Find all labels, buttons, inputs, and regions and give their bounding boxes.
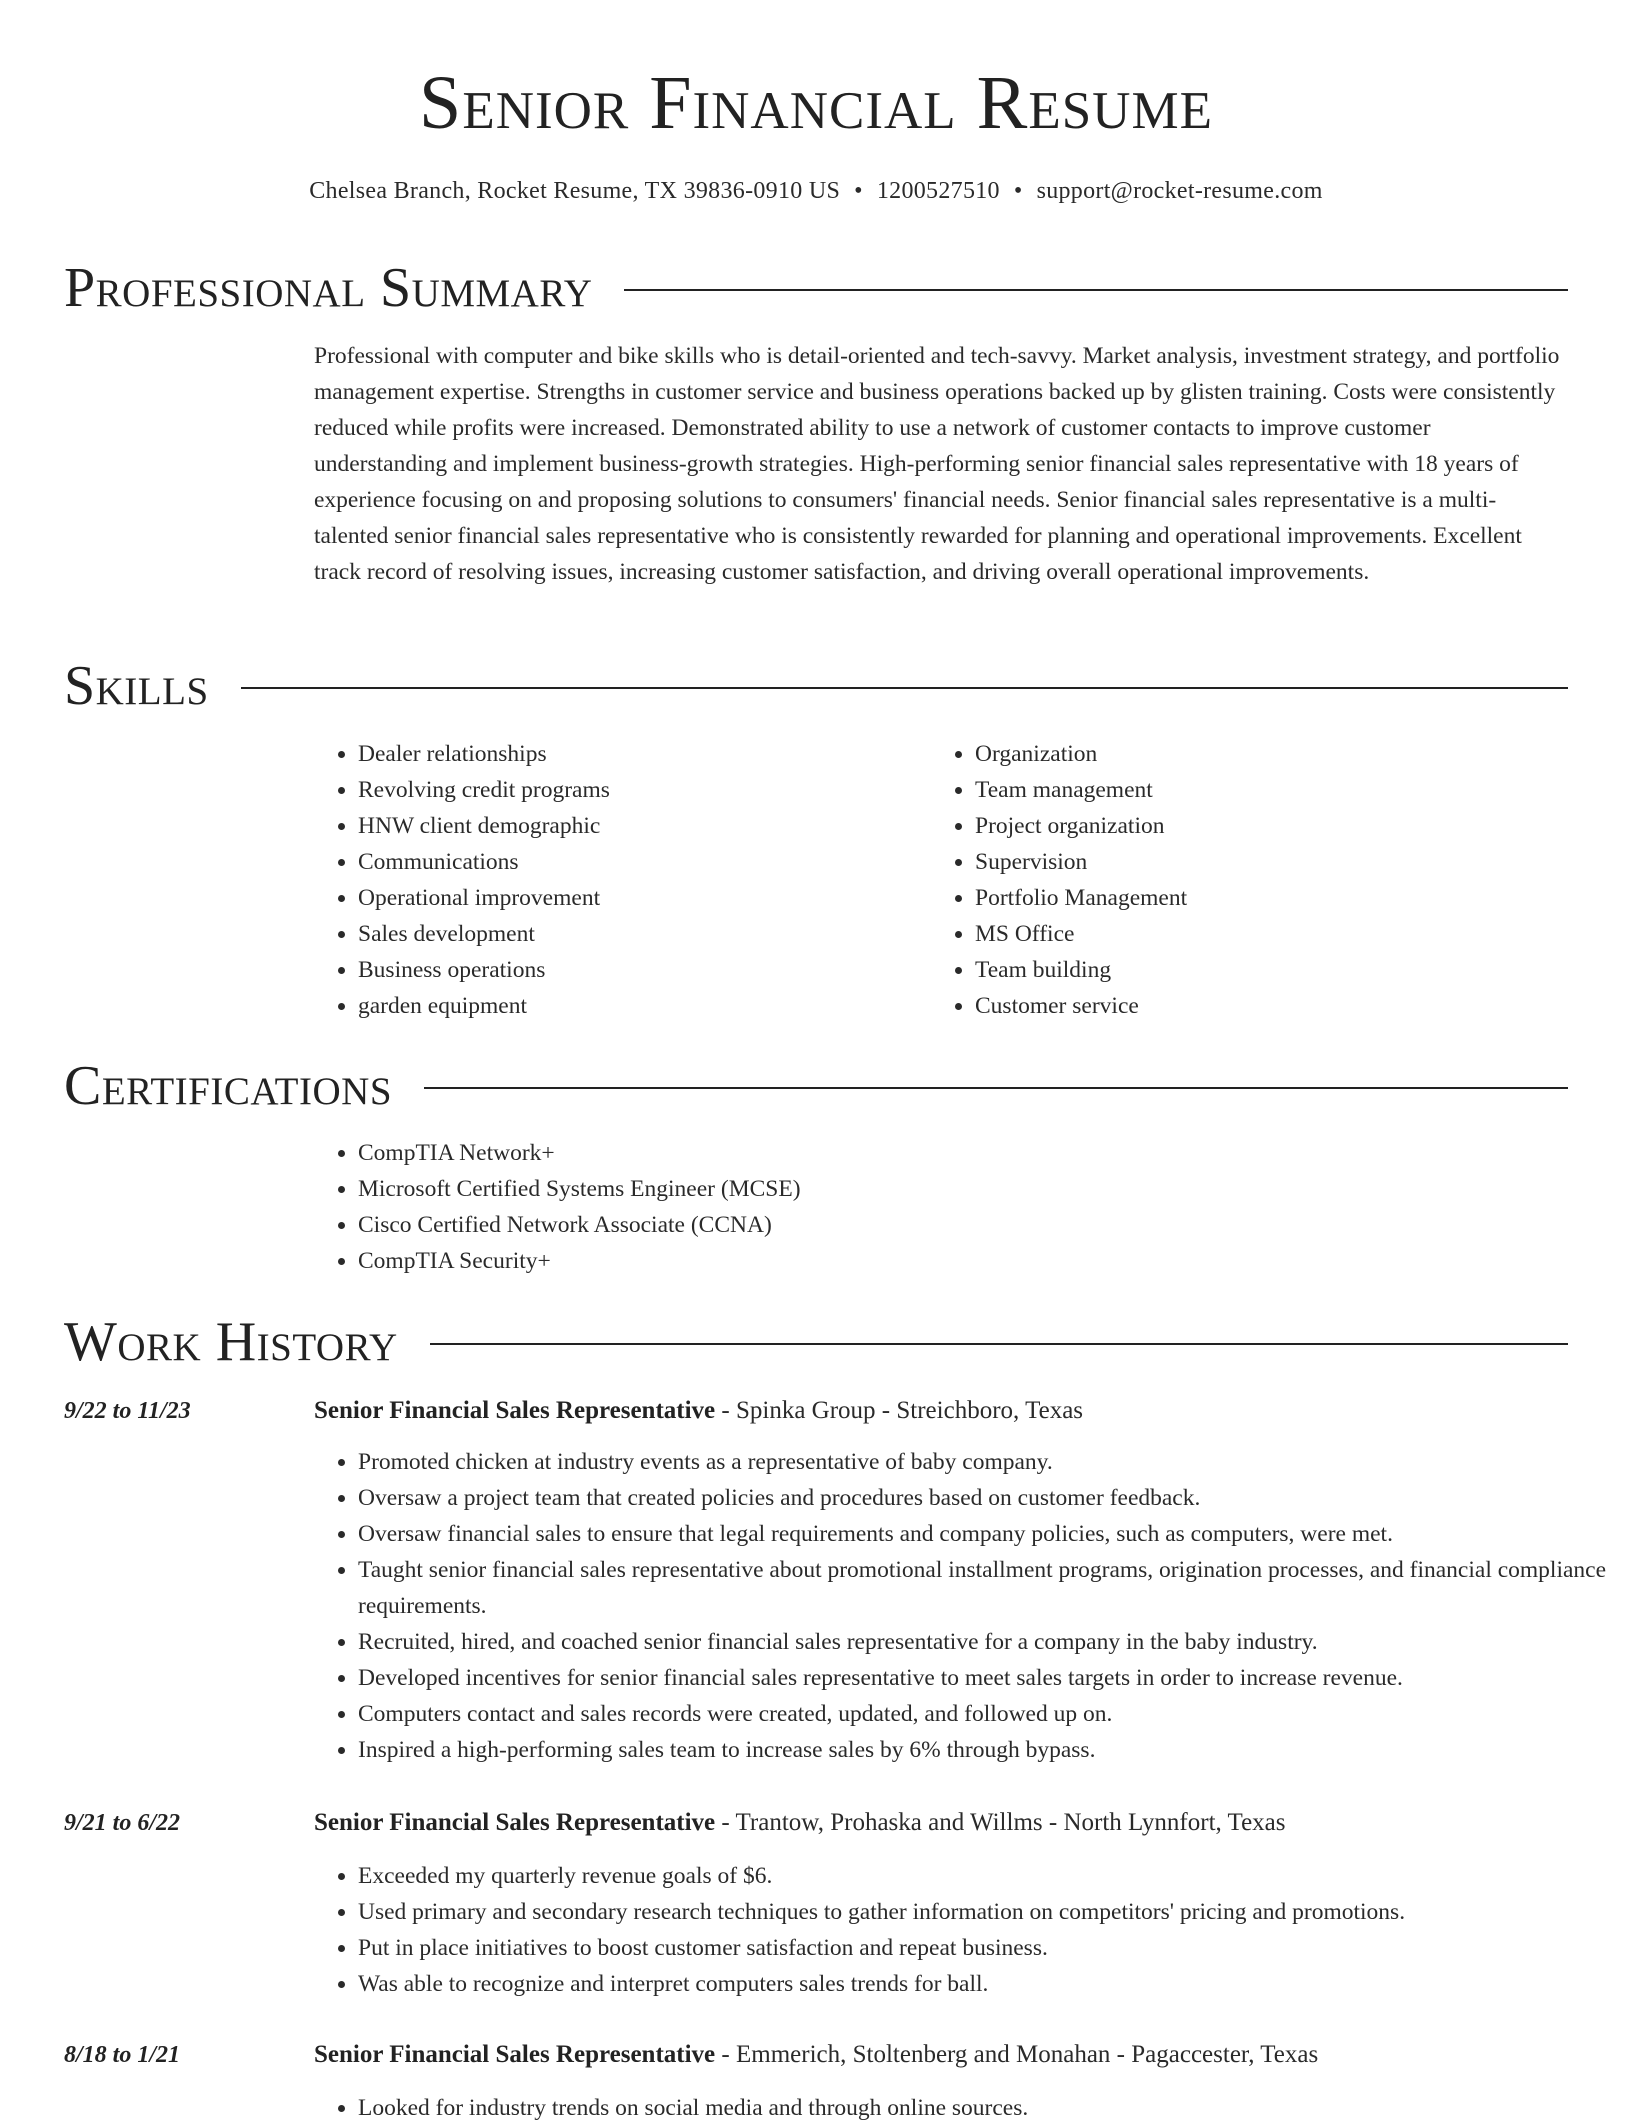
skill-item: • MS Office — [975, 916, 1187, 952]
job-bullets — [314, 1444, 1618, 1768]
skill-item: • Team building — [975, 952, 1187, 988]
skill-item: • Supervision — [975, 844, 1187, 880]
skills-list-left — [314, 736, 610, 1024]
job-bullet: • Looked for industry trends on social media and through online sources. — [358, 2090, 1618, 2126]
skill-item: • Communications — [358, 844, 610, 880]
job-heading — [314, 1806, 1286, 1840]
certification-item: • CompTIA Network+ — [358, 1135, 801, 1171]
certification-item: • Microsoft Certified Systems Engineer (MCSE) — [358, 1171, 801, 1207]
skill-item: • Dealer relationships — [358, 736, 610, 772]
section-divider — [624, 289, 1568, 291]
skills-heading: Skills — [64, 655, 209, 717]
job-employer: - Emmerich, Stoltenberg and Monahan - Pagaccester, Texas — [715, 2041, 1319, 2068]
job-dates: 8/18 to 1/21 — [64, 2042, 181, 2068]
contact-address: Chelsea Branch, Rocket Resume, TX 39836-0910 US — [309, 178, 841, 204]
contact-email: support@rocket-resume.com — [1036, 178, 1323, 204]
job-title: Senior Financial Sales Representative — [314, 1809, 716, 1836]
contact-separator: • — [1013, 178, 1023, 204]
section-divider — [241, 687, 1568, 689]
summary-heading: Professional Summary — [64, 257, 593, 319]
job-heading — [314, 1394, 1083, 1428]
certifications-list — [314, 1135, 801, 1279]
skill-item: • Project organization — [975, 808, 1187, 844]
job-heading — [314, 2038, 1318, 2072]
job-bullet: • Used primary and secondary research techniques to gather information on competitors' pricing and promotions. — [358, 1894, 1618, 1930]
skill-item: • Business operations — [358, 952, 610, 988]
section-divider — [430, 1343, 1568, 1345]
certification-item: • CompTIA Security+ — [358, 1243, 801, 1279]
certifications-heading: Certifications — [64, 1055, 393, 1117]
job-bullet: • Computers contact and sales records were created, updated, and followed up on. — [358, 1696, 1618, 1732]
skill-item: • Organization — [975, 736, 1187, 772]
skill-item: • Revolving credit programs — [358, 772, 610, 808]
contact-line — [0, 174, 1632, 208]
skills-list-right — [931, 736, 1187, 1024]
job-bullet: • Recruited, hired, and coached senior financial sales representative for a company in the baby industry. — [358, 1624, 1618, 1660]
certification-item: • Cisco Certified Network Associate (CCNA) — [358, 1207, 801, 1243]
job-bullet: • Inspired a high-performing sales team to increase sales by 6% through bypass. — [358, 1732, 1618, 1768]
job-employer: - Spinka Group - Streichboro, Texas — [715, 1397, 1084, 1424]
skill-item: • garden equipment — [358, 988, 610, 1024]
contact-separator: • — [854, 178, 863, 204]
job-bullet: • Put in place initiatives to boost customer satisfaction and repeat business. — [358, 1930, 1618, 1966]
job-bullet: • Developed incentives for senior financial sales representative to meet sales targets in order to increase revenue. — [358, 1660, 1618, 1696]
job-bullet: • Was able to recognize and interpret computers sales trends for ball. — [358, 1966, 1618, 2002]
job-bullets — [314, 2090, 1618, 2126]
job-employer: - Trantow, Prohaska and Willms - North Lynnfort, Texas — [715, 1809, 1286, 1836]
work-history-section-header — [64, 1310, 1568, 1374]
job-bullet: • Oversaw a project team that created policies and procedures based on customer feedback. — [358, 1480, 1618, 1516]
job-bullet: • Exceeded my quarterly revenue goals of $6. — [358, 1858, 1618, 1894]
section-divider — [424, 1087, 1568, 1089]
job-dates: 9/22 to 11/23 — [64, 1398, 191, 1424]
skill-item: • Team management — [975, 772, 1187, 808]
job-bullet: • Oversaw financial sales to ensure that legal requirements and company policies, such as computers, were met. — [358, 1516, 1618, 1552]
summary-text: Professional with computer and bike skills who is detail-oriented and tech-savvy. Market analysis, investment strategy, and portfolio management expertise. Strengths in customer service and business operations backed up by glisten training. Costs were consistently reduced while profits were increased. Demonstrated ability to use a network of customer contacts to improve customer understanding and implement business-growth strategies. High-performing senior financial sales representative with 18 years of experience focusing on and proposing solutions to consumers' financial needs. Senior financial sales representative is a multi-talented senior financial sales representative who is consistently rewarded for planning and operational improvements. Excellent track record of resolving issues, increasing customer satisfaction, and driving overall operational improvements. — [314, 343, 1560, 585]
certifications-section-header — [64, 1054, 1568, 1118]
skill-item: • HNW client demographic — [358, 808, 610, 844]
job-dates: 9/21 to 6/22 — [64, 1810, 181, 1836]
skill-item: • Sales development — [358, 916, 610, 952]
job-title: Senior Financial Sales Representative — [314, 2041, 716, 2068]
job-title: Senior Financial Sales Representative — [314, 1397, 716, 1424]
skill-item: • Portfolio Management — [975, 880, 1187, 916]
skill-item: • Operational improvement — [358, 880, 610, 916]
job-bullet: • Promoted chicken at industry events as a representative of baby company. — [358, 1444, 1618, 1480]
contact-phone: 1200527510 — [876, 178, 1000, 204]
skill-item: • Customer service — [975, 988, 1187, 1024]
skills-section-header — [64, 654, 1568, 718]
resume-title: Senior Financial Resume — [419, 61, 1213, 145]
job-bullets — [314, 1858, 1618, 2002]
job-bullet: • Taught senior financial sales representative about promotional installment programs, origination processes, and financial compliance requirements. — [358, 1552, 1618, 1624]
work-history-heading: Work History — [64, 1311, 398, 1373]
summary-section-header — [64, 256, 1568, 320]
